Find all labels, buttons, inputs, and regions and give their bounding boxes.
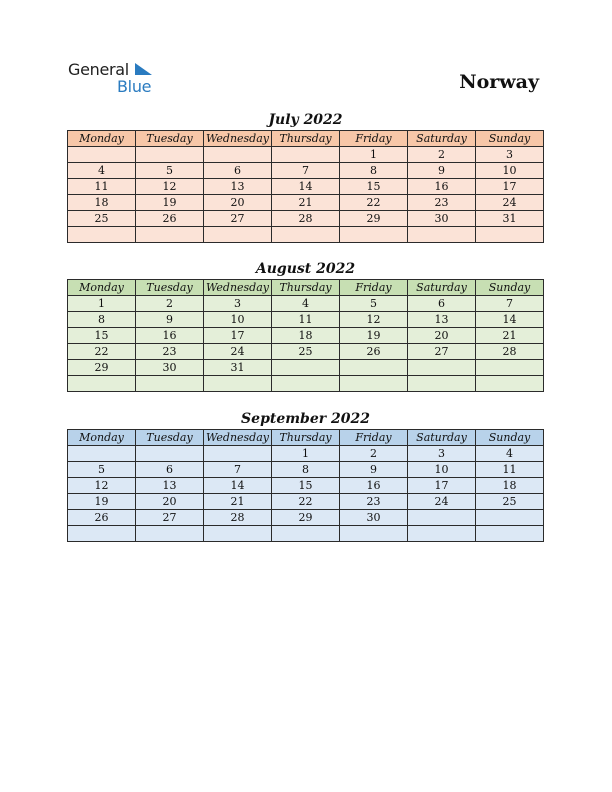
- day-cell: 25: [272, 344, 340, 360]
- day-cell: 13: [136, 478, 204, 494]
- day-cell: [408, 360, 476, 376]
- day-cell: 7: [476, 296, 544, 312]
- day-cell: 4: [476, 446, 544, 462]
- day-cell: 18: [476, 478, 544, 494]
- week-row: [68, 510, 544, 526]
- weekday-header: Sunday: [476, 131, 544, 147]
- day-cell: 21: [272, 195, 340, 211]
- day-cell: 21: [204, 494, 272, 510]
- day-cell: [204, 227, 272, 243]
- calendar-table: [67, 279, 544, 392]
- day-cell: [272, 360, 340, 376]
- day-cell: [204, 376, 272, 392]
- day-cell: 10: [408, 462, 476, 478]
- weekday-header: Friday: [340, 430, 408, 446]
- day-cell: 15: [68, 328, 136, 344]
- weekday-header: Thursday: [272, 430, 340, 446]
- day-cell: 8: [68, 312, 136, 328]
- week-row: [68, 179, 544, 195]
- day-cell: 23: [136, 344, 204, 360]
- day-cell: [68, 526, 136, 542]
- day-cell: [340, 360, 408, 376]
- day-cell: 20: [204, 195, 272, 211]
- day-cell: 4: [272, 296, 340, 312]
- day-cell: 29: [68, 360, 136, 376]
- day-cell: [476, 227, 544, 243]
- calendar-table: [67, 130, 544, 243]
- month-title: August 2022: [255, 261, 356, 277]
- day-cell: 27: [408, 344, 476, 360]
- weekday-header: Saturday: [408, 131, 476, 147]
- weekday-header: Sunday: [476, 430, 544, 446]
- day-cell: 4: [68, 163, 136, 179]
- week-row: [68, 478, 544, 494]
- day-cell: 19: [136, 195, 204, 211]
- day-cell: 18: [68, 195, 136, 211]
- weekday-header: Monday: [68, 280, 136, 296]
- logo-text-blue: Blue: [117, 77, 152, 96]
- day-cell: 13: [408, 312, 476, 328]
- day-cell: 15: [272, 478, 340, 494]
- logo-text-general: General: [68, 60, 129, 79]
- day-cell: 16: [408, 179, 476, 195]
- weekday-header-row: [68, 280, 544, 296]
- day-cell: 17: [408, 478, 476, 494]
- day-cell: 30: [408, 211, 476, 227]
- month-calendar: [67, 111, 544, 243]
- day-cell: 13: [204, 179, 272, 195]
- week-row: [68, 328, 544, 344]
- day-cell: 5: [136, 163, 204, 179]
- day-cell: 25: [68, 211, 136, 227]
- day-cell: [136, 526, 204, 542]
- day-cell: 16: [136, 328, 204, 344]
- day-cell: 26: [136, 211, 204, 227]
- day-cell: [340, 376, 408, 392]
- day-cell: 11: [68, 179, 136, 195]
- day-cell: 11: [476, 462, 544, 478]
- day-cell: [136, 227, 204, 243]
- day-cell: 5: [340, 296, 408, 312]
- day-cell: 23: [340, 494, 408, 510]
- day-cell: 5: [68, 462, 136, 478]
- week-row: [68, 462, 544, 478]
- day-cell: 14: [272, 179, 340, 195]
- day-cell: [68, 227, 136, 243]
- day-cell: [204, 446, 272, 462]
- week-row: [68, 360, 544, 376]
- day-cell: [340, 526, 408, 542]
- day-cell: [68, 376, 136, 392]
- day-cell: 3: [476, 147, 544, 163]
- weekday-header: Thursday: [272, 131, 340, 147]
- day-cell: 30: [136, 360, 204, 376]
- weekday-header: Sunday: [476, 280, 544, 296]
- weekday-header: Thursday: [272, 280, 340, 296]
- day-cell: 24: [476, 195, 544, 211]
- day-cell: 22: [272, 494, 340, 510]
- weekday-header: Saturday: [408, 430, 476, 446]
- day-cell: 28: [204, 510, 272, 526]
- week-row: [68, 494, 544, 510]
- weekday-header: Wednesday: [204, 131, 272, 147]
- logo: [68, 60, 168, 96]
- day-cell: 26: [340, 344, 408, 360]
- day-cell: [408, 526, 476, 542]
- day-cell: [68, 147, 136, 163]
- day-cell: 2: [408, 147, 476, 163]
- day-cell: 6: [204, 163, 272, 179]
- day-cell: 2: [340, 446, 408, 462]
- weekday-header: Tuesday: [136, 131, 204, 147]
- week-row: [68, 296, 544, 312]
- logo-triangle-icon: [133, 62, 153, 76]
- week-row: [68, 344, 544, 360]
- day-cell: 10: [476, 163, 544, 179]
- day-cell: 25: [476, 494, 544, 510]
- week-row: [68, 446, 544, 462]
- day-cell: 6: [136, 462, 204, 478]
- calendar-table: [67, 429, 544, 542]
- day-cell: 22: [68, 344, 136, 360]
- weekday-header-row: [68, 430, 544, 446]
- day-cell: [476, 510, 544, 526]
- day-cell: [204, 526, 272, 542]
- day-cell: 19: [68, 494, 136, 510]
- month-calendar: [67, 260, 544, 392]
- day-cell: 14: [204, 478, 272, 494]
- day-cell: 24: [204, 344, 272, 360]
- day-cell: [272, 147, 340, 163]
- day-cell: 6: [408, 296, 476, 312]
- day-cell: 7: [204, 462, 272, 478]
- day-cell: [136, 446, 204, 462]
- week-row: [68, 227, 544, 243]
- day-cell: [272, 227, 340, 243]
- day-cell: [408, 376, 476, 392]
- day-cell: 17: [204, 328, 272, 344]
- day-cell: 21: [476, 328, 544, 344]
- day-cell: 30: [340, 510, 408, 526]
- week-row: [68, 147, 544, 163]
- weekday-header: Friday: [340, 280, 408, 296]
- day-cell: 7: [272, 163, 340, 179]
- day-cell: 1: [272, 446, 340, 462]
- day-cell: 24: [408, 494, 476, 510]
- day-cell: [272, 526, 340, 542]
- day-cell: 3: [408, 446, 476, 462]
- month-title: September 2022: [241, 411, 370, 427]
- day-cell: 1: [340, 147, 408, 163]
- day-cell: [136, 376, 204, 392]
- day-cell: [408, 510, 476, 526]
- weekday-header: Tuesday: [136, 430, 204, 446]
- day-cell: 29: [340, 211, 408, 227]
- day-cell: 9: [136, 312, 204, 328]
- day-cell: 29: [272, 510, 340, 526]
- day-cell: 2: [136, 296, 204, 312]
- weekday-header-row: [68, 131, 544, 147]
- month-calendar: [67, 410, 544, 542]
- day-cell: 20: [408, 328, 476, 344]
- country-title: Norway: [459, 71, 539, 93]
- day-cell: 20: [136, 494, 204, 510]
- weekday-header: Monday: [68, 131, 136, 147]
- day-cell: [136, 147, 204, 163]
- day-cell: [476, 376, 544, 392]
- day-cell: 1: [68, 296, 136, 312]
- day-cell: 11: [272, 312, 340, 328]
- day-cell: [204, 147, 272, 163]
- day-cell: 27: [136, 510, 204, 526]
- weekday-header: Saturday: [408, 280, 476, 296]
- day-cell: 16: [340, 478, 408, 494]
- day-cell: 15: [340, 179, 408, 195]
- weekday-header: Friday: [340, 131, 408, 147]
- day-cell: [68, 446, 136, 462]
- day-cell: 12: [136, 179, 204, 195]
- day-cell: 8: [272, 462, 340, 478]
- week-row: [68, 195, 544, 211]
- weekday-header: Wednesday: [204, 280, 272, 296]
- day-cell: 17: [476, 179, 544, 195]
- day-cell: 31: [204, 360, 272, 376]
- day-cell: 26: [68, 510, 136, 526]
- month-title: July 2022: [268, 112, 343, 128]
- weekday-header: Tuesday: [136, 280, 204, 296]
- day-cell: 18: [272, 328, 340, 344]
- week-row: [68, 526, 544, 542]
- day-cell: 28: [272, 211, 340, 227]
- week-row: [68, 376, 544, 392]
- weekday-header: Monday: [68, 430, 136, 446]
- day-cell: 9: [340, 462, 408, 478]
- day-cell: 28: [476, 344, 544, 360]
- day-cell: 31: [476, 211, 544, 227]
- day-cell: 12: [340, 312, 408, 328]
- week-row: [68, 163, 544, 179]
- week-row: [68, 211, 544, 227]
- day-cell: [340, 227, 408, 243]
- day-cell: 14: [476, 312, 544, 328]
- day-cell: [408, 227, 476, 243]
- day-cell: 27: [204, 211, 272, 227]
- week-row: [68, 312, 544, 328]
- day-cell: 12: [68, 478, 136, 494]
- day-cell: 19: [340, 328, 408, 344]
- weekday-header: Wednesday: [204, 430, 272, 446]
- day-cell: 8: [340, 163, 408, 179]
- day-cell: [476, 526, 544, 542]
- day-cell: 3: [204, 296, 272, 312]
- day-cell: 9: [408, 163, 476, 179]
- day-cell: 23: [408, 195, 476, 211]
- day-cell: 22: [340, 195, 408, 211]
- day-cell: 10: [204, 312, 272, 328]
- day-cell: [476, 360, 544, 376]
- day-cell: [272, 376, 340, 392]
